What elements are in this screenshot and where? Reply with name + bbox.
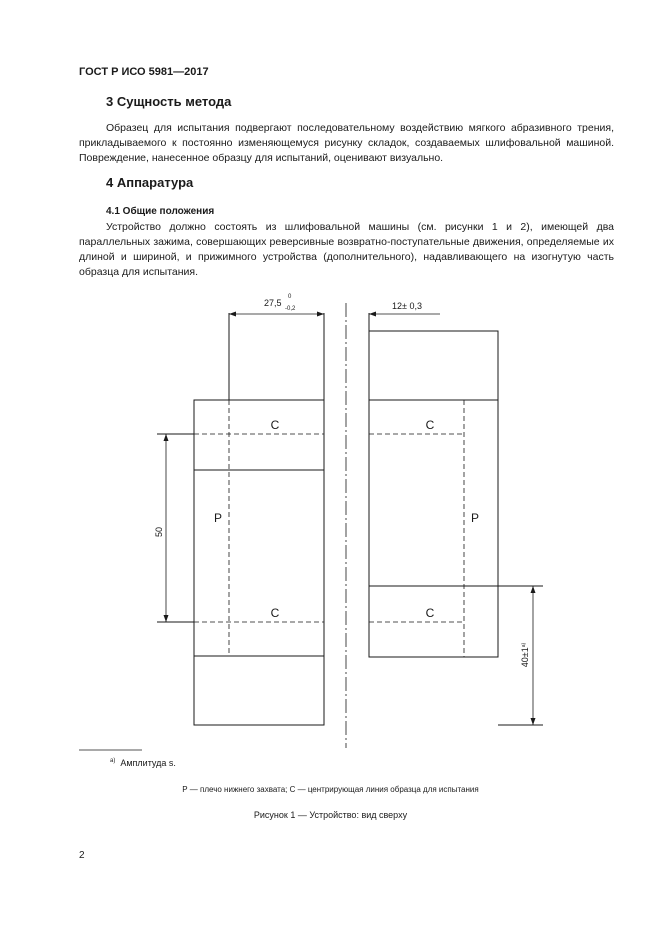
section-4-1-text: Устройство должно состоять из шлифовальной машины (см. рисунки 1 и 2), имеющей два параллельных зажима, совершающих реверсивные возвратно-поступательные движения, определяемые их длиной и шириной, и прижимного устройства (дополнительного), надавливающего на изогнутую часть образца для испытания.	[79, 221, 614, 278]
label-c-left-upper: C	[270, 418, 280, 432]
dim-top-right-label: 12± 0,3	[392, 301, 422, 311]
section-4-title: 4 Аппаратура	[106, 175, 194, 190]
footnote-marker: a)	[110, 758, 116, 764]
figure-legend: Р — плечо нижнего захвата; С — центрирующая линия образца для испытания	[182, 785, 479, 794]
right-clamp-top	[369, 331, 498, 400]
figure-caption: Рисунок 1 — Устройство: вид сверху	[253, 810, 408, 820]
dim-right-label	[520, 642, 530, 667]
standard-header: ГОСТ Р ИСО 5981—2017	[79, 66, 209, 78]
label-p-right: P	[470, 511, 480, 525]
footnote-text: Амплитуда s.	[120, 758, 176, 768]
dim-top-left-lower: -0,2	[285, 306, 296, 312]
label-c-left-lower: C	[270, 606, 280, 620]
dim-top-left-value: 27,5	[264, 298, 282, 308]
dim-right-value: 40±1	[520, 647, 530, 668]
left-clamp-body	[194, 400, 324, 725]
label-c-right-upper: C	[425, 418, 435, 432]
page-number: 2	[79, 850, 85, 861]
dim-top-left-upper: 0	[288, 294, 292, 300]
footnote	[110, 758, 176, 768]
section-3-title: 3 Сущность метода	[106, 94, 232, 109]
dim-left-label: 50	[154, 526, 164, 538]
section-3-text: Образец для испытания подвергают последовательному воздействию мягкого абразивного трения, прикладываемого к постоянно изменяющемуся рисунку складок, создаваемых шлифовальной машиной. Повреждение, нанесенное образцу для испытаний, оценивают визуально.	[79, 122, 614, 164]
section-4-1-title: 4.1 Общие положения	[106, 206, 215, 217]
dim-right-note: a)	[521, 642, 527, 648]
label-c-right-lower: C	[425, 606, 435, 620]
label-p-left: P	[213, 511, 223, 525]
